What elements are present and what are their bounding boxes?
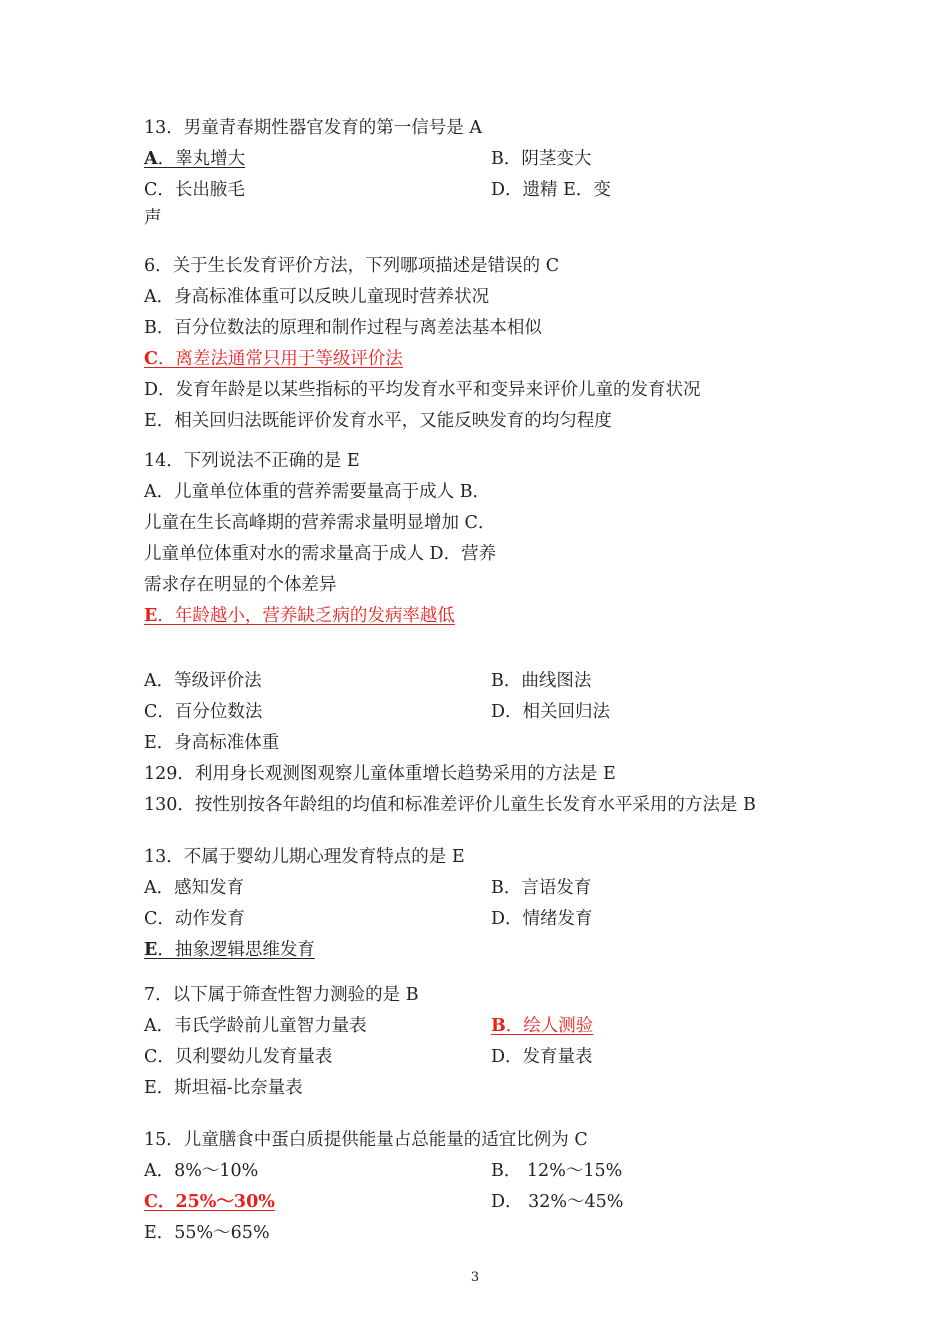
q13b-option-b: B．言语发育: [491, 878, 592, 898]
q15-option-b: B． 12%～15%: [491, 1161, 623, 1181]
q14-line-2: 儿童在生长高峰期的营养需求量明显增加 C．: [144, 513, 496, 533]
shared-option-d: D．相关回归法: [491, 702, 611, 722]
shared-option-b: B．曲线图法: [491, 671, 592, 691]
q7-option-b-text: ．绘人测验: [505, 1016, 594, 1036]
q7-option-b-key: B: [491, 1016, 506, 1036]
q7-option-a: A．韦氏学龄前儿童智力量表: [144, 1016, 367, 1036]
q7-option-d: D．发育量表: [491, 1047, 593, 1067]
q7-stem: 7．以下属于筛查性智力测验的是 B: [144, 985, 419, 1005]
q13b-option-e-answer: [144, 938, 315, 962]
q15-option-d: D． 32%～45%: [491, 1192, 624, 1212]
q14-line-4: 需求存在明显的个体差异: [144, 575, 337, 595]
q6-option-c-text: ．离差法通常只用于等级评价法: [157, 349, 403, 369]
q6-option-a: A．身高标准体重可以反映儿童现时营养状况: [144, 287, 490, 307]
q6-stem: 6．关于生长发育评价方法，下列哪项描述是错误的 C: [144, 256, 560, 276]
q7-option-b-answer: [491, 1014, 593, 1038]
q13a-option-d-e: D．遗精 E．变: [491, 180, 611, 200]
q13a-option-b: B．阴茎变大: [491, 149, 592, 169]
q13b-option-c: C．动作发育: [144, 909, 245, 929]
page-number: 3: [470, 1270, 480, 1285]
q130-stem: 130．按性别按各年龄组的均值和标准差评价儿童生长发育水平采用的方法是 B: [144, 795, 756, 815]
q129-stem: 129．利用身长观测图观察儿童体重增长趋势采用的方法是 E: [144, 764, 616, 784]
q13a-option-a-answer: [144, 147, 245, 171]
q13a-stem: 13．男童青春期性器官发育的第一信号是 A: [144, 118, 482, 138]
q13b-option-e-text: ．抽象逻辑思维发育: [157, 940, 315, 960]
q6-option-b: B．百分位数法的原理和制作过程与离差法基本相似: [144, 318, 542, 338]
q14-option-e-answer: [144, 604, 455, 628]
shared-option-a: A．等级评价法: [144, 671, 262, 691]
q15-stem: 15．儿童膳食中蛋白质提供能量占总能量的适宜比例为 C: [144, 1130, 588, 1150]
q13a-option-e-cont: 声: [144, 208, 162, 228]
q14-stem: 14．下列说法不正确的是 E: [144, 451, 360, 471]
q15-option-e: E．55%～65%: [144, 1223, 270, 1243]
q6-option-d: D．发育年龄是以某些指标的平均发育水平和变异来评价儿童的发育状况: [144, 380, 701, 400]
q6-option-e: E．相关回归法既能评价发育水平，又能反映发育的均匀程度: [144, 411, 612, 431]
shared-option-c: C．百分位数法: [144, 702, 263, 722]
q13b-option-a: A．感知发育: [144, 878, 245, 898]
q13a-option-a-key: A: [144, 149, 158, 169]
q13a-option-a-text: ．睾丸增大: [157, 149, 246, 169]
q15-option-a: A．8%～10%: [144, 1161, 259, 1181]
q14-option-e-key: E: [144, 606, 158, 626]
q14-line-3: 儿童单位体重对水的需求量高于成人 D．营养: [144, 544, 497, 564]
q13b-stem: 13．不属于婴幼儿期心理发育特点的是 E: [144, 847, 465, 867]
shared-option-e: E．身高标准体重: [144, 733, 280, 753]
q14-option-e-text: ．年龄越小，营养缺乏病的发病率越低: [157, 606, 455, 626]
q6-option-c-key: C: [144, 349, 158, 369]
q13b-option-d: D．情绪发育: [491, 909, 593, 929]
q14-line-1: A．儿童单位体重的营养需要量高于成人 B．: [144, 482, 491, 502]
q7-option-c: C．贝利婴幼儿发育量表: [144, 1047, 333, 1067]
q13a-option-c: C．长出腋毛: [144, 180, 245, 200]
q7-option-e: E．斯坦福-比奈量表: [144, 1078, 303, 1098]
q6-option-c-answer: [144, 347, 403, 371]
q13b-option-e-key: E: [144, 940, 158, 960]
q15-option-c-answer: C．25%～30%: [144, 1192, 275, 1212]
